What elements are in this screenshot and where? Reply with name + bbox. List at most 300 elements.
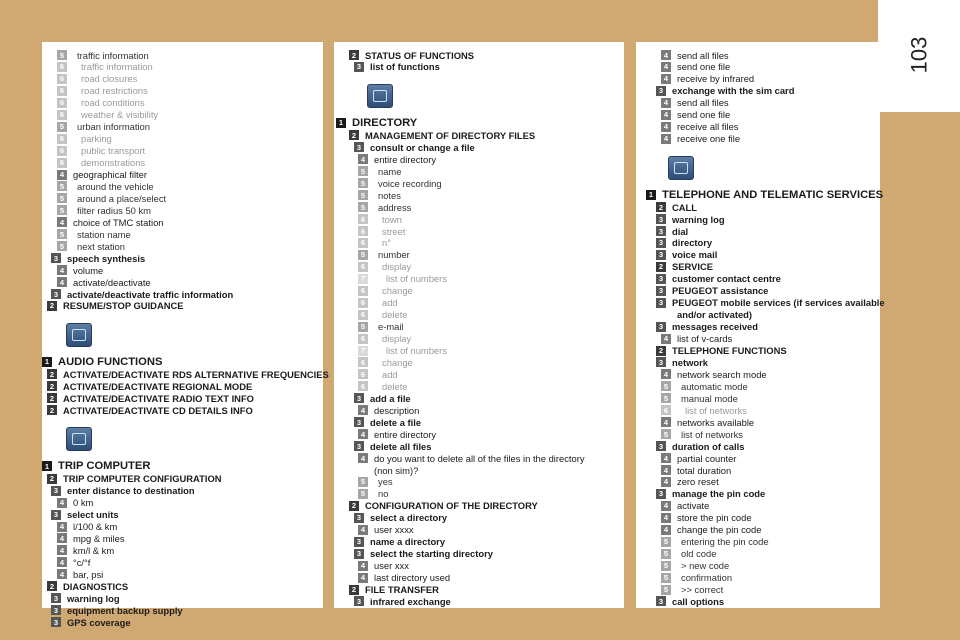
level-badge: 3	[656, 214, 666, 224]
menu-item	[656, 297, 885, 309]
level-badge: 6	[358, 262, 368, 272]
level-badge: 4	[57, 170, 67, 180]
menu-item-label: activate	[677, 500, 710, 512]
menu-item-label: n°	[382, 237, 391, 249]
level-badge: 4	[661, 369, 671, 379]
menu-item-label: add a file	[370, 392, 411, 404]
menu-item-label: name	[378, 165, 402, 177]
menu-item-label: station name	[77, 228, 131, 240]
menu-item-label: weather & visibility	[81, 109, 159, 121]
menu-item-label: traffic information	[77, 49, 149, 61]
menu-item	[47, 368, 329, 380]
menu-item-label: description	[374, 404, 420, 416]
menu-item-label: duration of calls	[672, 440, 745, 452]
menu-item-label: store the pin code	[677, 512, 752, 524]
menu-item	[57, 497, 93, 509]
level-badge: 4	[57, 557, 67, 567]
menu-item	[661, 536, 769, 548]
menu-item	[661, 476, 719, 488]
menu-item	[358, 177, 442, 189]
level-badge: 4	[661, 525, 671, 535]
audio-icon	[66, 323, 92, 347]
menu-item-label: exchange with the sim card	[672, 85, 795, 97]
menu-item	[57, 169, 147, 181]
level-badge: 4	[661, 417, 671, 427]
menu-item	[57, 61, 153, 73]
menu-item-label: >> correct	[681, 584, 724, 595]
menu-item-label: list of networks	[681, 428, 743, 440]
menu-item	[661, 61, 730, 73]
menu-item-label: select a directory	[370, 512, 448, 524]
menu-item-label: select units	[67, 509, 119, 521]
menu-item	[358, 380, 408, 392]
menu-item-label: no	[378, 488, 389, 500]
level-badge: 6	[57, 98, 67, 108]
menu-item-label: 0 km	[73, 497, 94, 509]
menu-item	[354, 392, 411, 404]
level-badge: 1	[42, 357, 52, 367]
menu-item-label: enter distance to destination	[67, 485, 195, 497]
menu-item-label: delete a file	[370, 416, 422, 428]
menu-item-label: demonstrations	[81, 157, 146, 169]
level-badge: 3	[656, 274, 666, 284]
menu-item	[57, 133, 112, 145]
level-badge: 3	[51, 289, 61, 299]
menu-item-label: consult or change a file	[370, 141, 475, 153]
level-badge: 6	[358, 298, 368, 308]
level-badge: 5	[358, 489, 368, 499]
menu-item	[358, 237, 391, 249]
level-badge: 3	[354, 513, 364, 523]
menu-item	[358, 368, 398, 380]
menu-item	[661, 333, 732, 345]
menu-item	[47, 392, 254, 404]
level-badge: 5	[661, 573, 671, 583]
menu-item	[656, 237, 712, 249]
level-badge: 4	[57, 217, 67, 227]
menu-item-label: entire directory	[374, 428, 437, 440]
menu-item-label: ACTIVATE/DEACTIVATE RDS ALTERNATIVE FREQUENCIES	[63, 368, 329, 380]
menu-item-label: entering the pin code	[681, 536, 769, 548]
menu-item	[349, 500, 538, 512]
menu-item	[57, 73, 137, 85]
menu-item-label: dial	[672, 225, 689, 237]
level-badge: 5	[57, 193, 67, 203]
menu-item	[358, 201, 411, 213]
menu-item-label: PEUGEOT assistance	[672, 285, 769, 297]
menu-item	[661, 512, 752, 524]
menu-item	[661, 309, 752, 321]
panel-directory	[334, 42, 624, 608]
menu-item-label: parking	[81, 133, 112, 145]
menu-item	[354, 416, 421, 428]
menu-item-label: receive by infrared	[677, 73, 755, 85]
menu-item	[51, 485, 195, 497]
level-badge: 6	[57, 110, 67, 120]
level-badge: 6	[358, 357, 368, 367]
menu-item	[661, 416, 754, 428]
level-badge: 4	[358, 405, 368, 415]
menu-item	[358, 249, 410, 261]
level-badge: 4	[661, 74, 671, 84]
level-badge: 3	[51, 486, 61, 496]
level-badge: 7	[358, 346, 368, 356]
menu-item-label: activate/deactivate traffic information	[67, 288, 234, 300]
menu-item-label: urban information	[77, 121, 150, 133]
menu-item	[51, 288, 233, 300]
menu-item-label: activate/deactivate	[73, 276, 151, 288]
level-badge: 3	[656, 286, 666, 296]
menu-item	[57, 568, 103, 580]
menu-item	[57, 109, 158, 121]
menu-item-label: number	[378, 249, 410, 261]
level-badge: 4	[57, 569, 67, 579]
level-badge: 5	[358, 178, 368, 188]
level-badge: 3	[656, 441, 666, 451]
menu-item	[354, 512, 447, 524]
level-badge: 2	[47, 393, 57, 403]
menu-item-label: PEUGEOT mobile services (if services available	[672, 297, 885, 309]
menu-item-label: directory	[672, 237, 713, 249]
menu-item	[661, 500, 709, 512]
level-badge: 2	[349, 130, 359, 140]
level-badge: 4	[661, 62, 671, 72]
level-badge: 4	[661, 110, 671, 120]
menu-item	[358, 464, 418, 476]
level-badge: 4	[661, 453, 671, 463]
level-badge: 6	[358, 381, 368, 391]
level-badge: 3	[656, 86, 666, 96]
menu-item-label: warning log	[672, 213, 725, 225]
level-badge: 5	[358, 250, 368, 260]
menu-item	[354, 595, 451, 607]
menu-item	[358, 261, 411, 273]
menu-item-label: yes	[378, 476, 393, 488]
menu-item-label: network	[672, 356, 708, 368]
menu-item	[47, 473, 222, 485]
menu-item	[661, 121, 738, 133]
menu-item-label: AUDIO FUNCTIONS	[58, 355, 163, 368]
menu-item	[47, 580, 128, 592]
level-badge: 3	[656, 322, 666, 332]
menu-item	[57, 228, 131, 240]
menu-item	[358, 428, 436, 440]
menu-item-label: > new code	[681, 560, 730, 572]
menu-item	[57, 85, 148, 97]
level-badge: 5	[358, 202, 368, 212]
menu-item	[358, 153, 436, 165]
menu-item-label: display	[382, 333, 412, 345]
level-badge: 3	[656, 298, 666, 308]
level-badge: 3	[51, 593, 61, 603]
menu-item-label: traffic information	[81, 61, 153, 73]
menu-item-label: road conditions	[81, 97, 145, 109]
menu-item	[358, 273, 447, 285]
level-badge: 5	[57, 122, 67, 132]
menu-item-label: km/l & km	[73, 544, 115, 556]
menu-item	[358, 225, 405, 237]
menu-item	[354, 440, 432, 452]
menu-item-label: call options	[672, 595, 725, 607]
menu-item	[57, 264, 103, 276]
level-badge: 3	[656, 489, 666, 499]
menu-item	[358, 560, 409, 572]
menu-item-label: infrared exchange	[370, 595, 451, 607]
menu-item	[51, 592, 120, 604]
level-badge: 5	[661, 381, 671, 391]
menu-item	[656, 595, 724, 607]
menu-item	[57, 532, 125, 544]
menu-item	[47, 300, 184, 312]
level-badge: 2	[47, 581, 57, 591]
level-badge: 4	[661, 98, 671, 108]
menu-item	[57, 544, 114, 556]
telematic-icon	[668, 156, 694, 180]
menu-item	[358, 309, 408, 321]
menu-item-label: change the pin code	[677, 524, 762, 536]
level-badge: 4	[661, 513, 671, 523]
menu-item	[656, 488, 765, 500]
menu-item-label: TRIP COMPUTER	[58, 460, 151, 473]
level-badge: 4	[661, 50, 671, 60]
menu-item	[661, 464, 731, 476]
level-badge: 3	[354, 62, 364, 72]
menu-item-label: speech synthesis	[67, 252, 146, 264]
level-badge: 6	[661, 405, 671, 415]
level-badge: 4	[661, 501, 671, 511]
menu-item	[661, 380, 748, 392]
panel-navigation-continued	[42, 42, 329, 628]
level-badge: 5	[57, 50, 67, 60]
menu-item	[57, 276, 151, 288]
menu-item-label: zero reset	[677, 476, 719, 488]
level-badge: 6	[358, 334, 368, 344]
level-badge: 5	[358, 322, 368, 332]
level-badge: 4	[661, 122, 671, 132]
menu-item	[661, 49, 729, 61]
menu-item-label: send one file	[677, 61, 731, 73]
level-badge: 1	[336, 118, 346, 128]
menu-item-label: total duration	[677, 464, 732, 476]
level-badge: 4	[358, 561, 368, 571]
menu-item	[47, 380, 252, 392]
level-badge: 5	[358, 477, 368, 487]
menu-item-label: ACTIVATE/DEACTIVATE RADIO TEXT INFO	[63, 392, 254, 404]
level-badge: 6	[57, 62, 67, 72]
level-badge: 6	[57, 158, 67, 168]
menu-item-label: bar, psi	[73, 568, 104, 580]
menu-item	[358, 285, 413, 297]
menu-item-label: volume	[73, 264, 104, 276]
menu-item-label: (non sim)?	[374, 464, 419, 476]
level-badge: 5	[57, 241, 67, 251]
menu-item-label: list of numbers	[386, 345, 447, 356]
menu-item	[57, 145, 145, 157]
level-badge: 5	[661, 393, 671, 403]
menu-item-label: FILE TRANSFER	[365, 584, 439, 595]
menu-item	[358, 404, 419, 416]
menu-item	[358, 572, 450, 584]
menu-item	[358, 165, 401, 177]
level-badge: 2	[349, 585, 359, 595]
menu-item-label: messages received	[672, 321, 759, 333]
menu-item-label: and/or activated)	[677, 309, 753, 321]
menu-item	[349, 49, 474, 61]
level-badge: 3	[656, 238, 666, 248]
level-badge: 3	[656, 226, 666, 236]
level-badge: 6	[57, 146, 67, 156]
level-badge: 6	[57, 74, 67, 84]
level-badge: 6	[358, 310, 368, 320]
menu-item-label: do you want to delete all of the files in the directory	[374, 452, 585, 464]
menu-item	[57, 240, 125, 252]
level-badge: 3	[354, 549, 364, 559]
menu-item	[661, 560, 729, 572]
menu-item	[661, 428, 743, 440]
menu-item	[661, 404, 747, 416]
level-badge: 4	[358, 525, 368, 535]
menu-item-label: customer contact centre	[672, 273, 781, 285]
level-badge: 3	[354, 596, 364, 606]
level-badge: 4	[358, 154, 368, 164]
menu-item	[358, 356, 413, 368]
menu-item-label: equipment backup supply	[67, 604, 183, 616]
level-badge: 2	[47, 405, 57, 415]
menu-item	[57, 180, 154, 192]
menu-item-label: confirmation	[681, 572, 733, 584]
menu-item-label: last directory used	[374, 572, 451, 584]
level-badge: 2	[47, 474, 57, 484]
level-badge: 6	[358, 369, 368, 379]
menu-item	[358, 297, 398, 309]
menu-item	[349, 129, 535, 141]
menu-item-label: send all files	[677, 97, 729, 109]
menu-item	[51, 604, 183, 616]
panel-telematic	[636, 42, 885, 608]
menu-item	[656, 201, 697, 213]
menu-item-label: TELEPHONE AND TELEMATIC SERVICES	[662, 188, 884, 201]
level-badge: 6	[358, 226, 368, 236]
menu-item-label: next station	[77, 240, 125, 252]
menu-item-label: geographical filter	[73, 169, 148, 180]
menu-item	[57, 49, 149, 61]
menu-item-label: partial counter	[677, 452, 737, 464]
menu-item-label: receive one file	[677, 133, 741, 145]
menu-item-label: MANAGEMENT OF DIRECTORY FILES	[365, 129, 536, 141]
level-badge: 7	[358, 274, 368, 284]
level-badge: 5	[358, 166, 368, 176]
level-badge: 3	[354, 417, 364, 427]
menu-item	[661, 452, 736, 464]
menu-item	[661, 109, 730, 121]
menu-item-label: networks available	[677, 416, 755, 428]
menu-item	[354, 61, 440, 73]
level-badge: 2	[47, 301, 57, 311]
level-badge: 6	[358, 238, 368, 248]
level-badge: 4	[57, 498, 67, 508]
menu-item-label: street	[382, 225, 406, 237]
menu-item	[358, 524, 414, 536]
menu-item-label: list of v-cards	[677, 333, 733, 345]
menu-item-label: delete	[382, 309, 408, 321]
menu-item	[354, 548, 493, 560]
level-badge: 4	[57, 522, 67, 532]
menu-item	[358, 345, 447, 357]
menu-item	[57, 97, 145, 109]
menu-item-label: add	[382, 368, 398, 380]
menu-item-label: old code	[681, 548, 717, 560]
menu-item-label: around a place/select	[77, 192, 167, 204]
menu-item-label: l/100 & km	[73, 521, 118, 532]
menu-item	[358, 333, 411, 345]
menu-item	[656, 440, 744, 452]
level-badge: 1	[646, 190, 656, 200]
menu-item	[354, 141, 475, 153]
menu-item-label: mpg & miles	[73, 532, 125, 544]
menu-item	[656, 273, 781, 285]
menu-item-label: road closures	[81, 73, 138, 85]
menu-item-label: RESUME/STOP GUIDANCE	[63, 300, 184, 312]
menu-item-label: automatic mode	[681, 380, 748, 392]
menu-item-label: user xxxx	[374, 524, 414, 536]
menu-item	[656, 213, 725, 225]
menu-item-label: notes	[378, 189, 401, 201]
menu-item	[656, 321, 758, 333]
level-badge: 3	[354, 142, 364, 152]
menu-item-label: delete	[382, 380, 408, 392]
level-badge: 3	[51, 253, 61, 263]
menu-item-label: town	[382, 213, 402, 225]
level-badge: 3	[656, 596, 666, 606]
level-badge: 3	[354, 393, 364, 403]
menu-item-label: add	[382, 297, 398, 309]
level-badge: 3	[51, 605, 61, 615]
menu-item	[656, 261, 713, 273]
menu-item-label: list of numbers	[386, 273, 447, 285]
menu-item	[656, 356, 708, 368]
page-number: 103	[906, 36, 932, 74]
menu-item-label: manual mode	[681, 392, 738, 404]
menu-item-label: list of networks	[685, 404, 747, 416]
menu-item	[358, 321, 404, 333]
level-badge: 2	[349, 501, 359, 511]
menu-item	[358, 488, 388, 500]
menu-item-label: STATUS OF FUNCTIONS	[365, 49, 475, 61]
level-badge: 4	[57, 533, 67, 543]
menu-item	[661, 133, 740, 145]
level-badge: 4	[661, 134, 671, 144]
menu-item-label: send all files	[677, 49, 729, 61]
menu-item-label: CALL	[672, 201, 697, 213]
level-badge: 2	[47, 381, 57, 391]
level-badge: 2	[349, 50, 359, 60]
menu-item-label: warning log	[67, 592, 120, 604]
menu-item-label: choice of TMC station	[73, 216, 164, 228]
menu-item-label: road restrictions	[81, 85, 148, 97]
menu-item-label: TELEPHONE FUNCTIONS	[672, 345, 787, 356]
menu-item	[661, 368, 767, 380]
menu-item	[661, 584, 723, 596]
level-badge: 2	[47, 369, 57, 379]
menu-item	[661, 572, 732, 584]
menu-item-label: address	[378, 201, 412, 213]
level-badge: 4	[661, 465, 671, 475]
level-badge: 4	[358, 429, 368, 439]
level-badge: 5	[57, 229, 67, 239]
level-badge: 5	[661, 537, 671, 547]
menu-item-label: receive all files	[677, 121, 739, 133]
level-badge: 5	[57, 205, 67, 215]
